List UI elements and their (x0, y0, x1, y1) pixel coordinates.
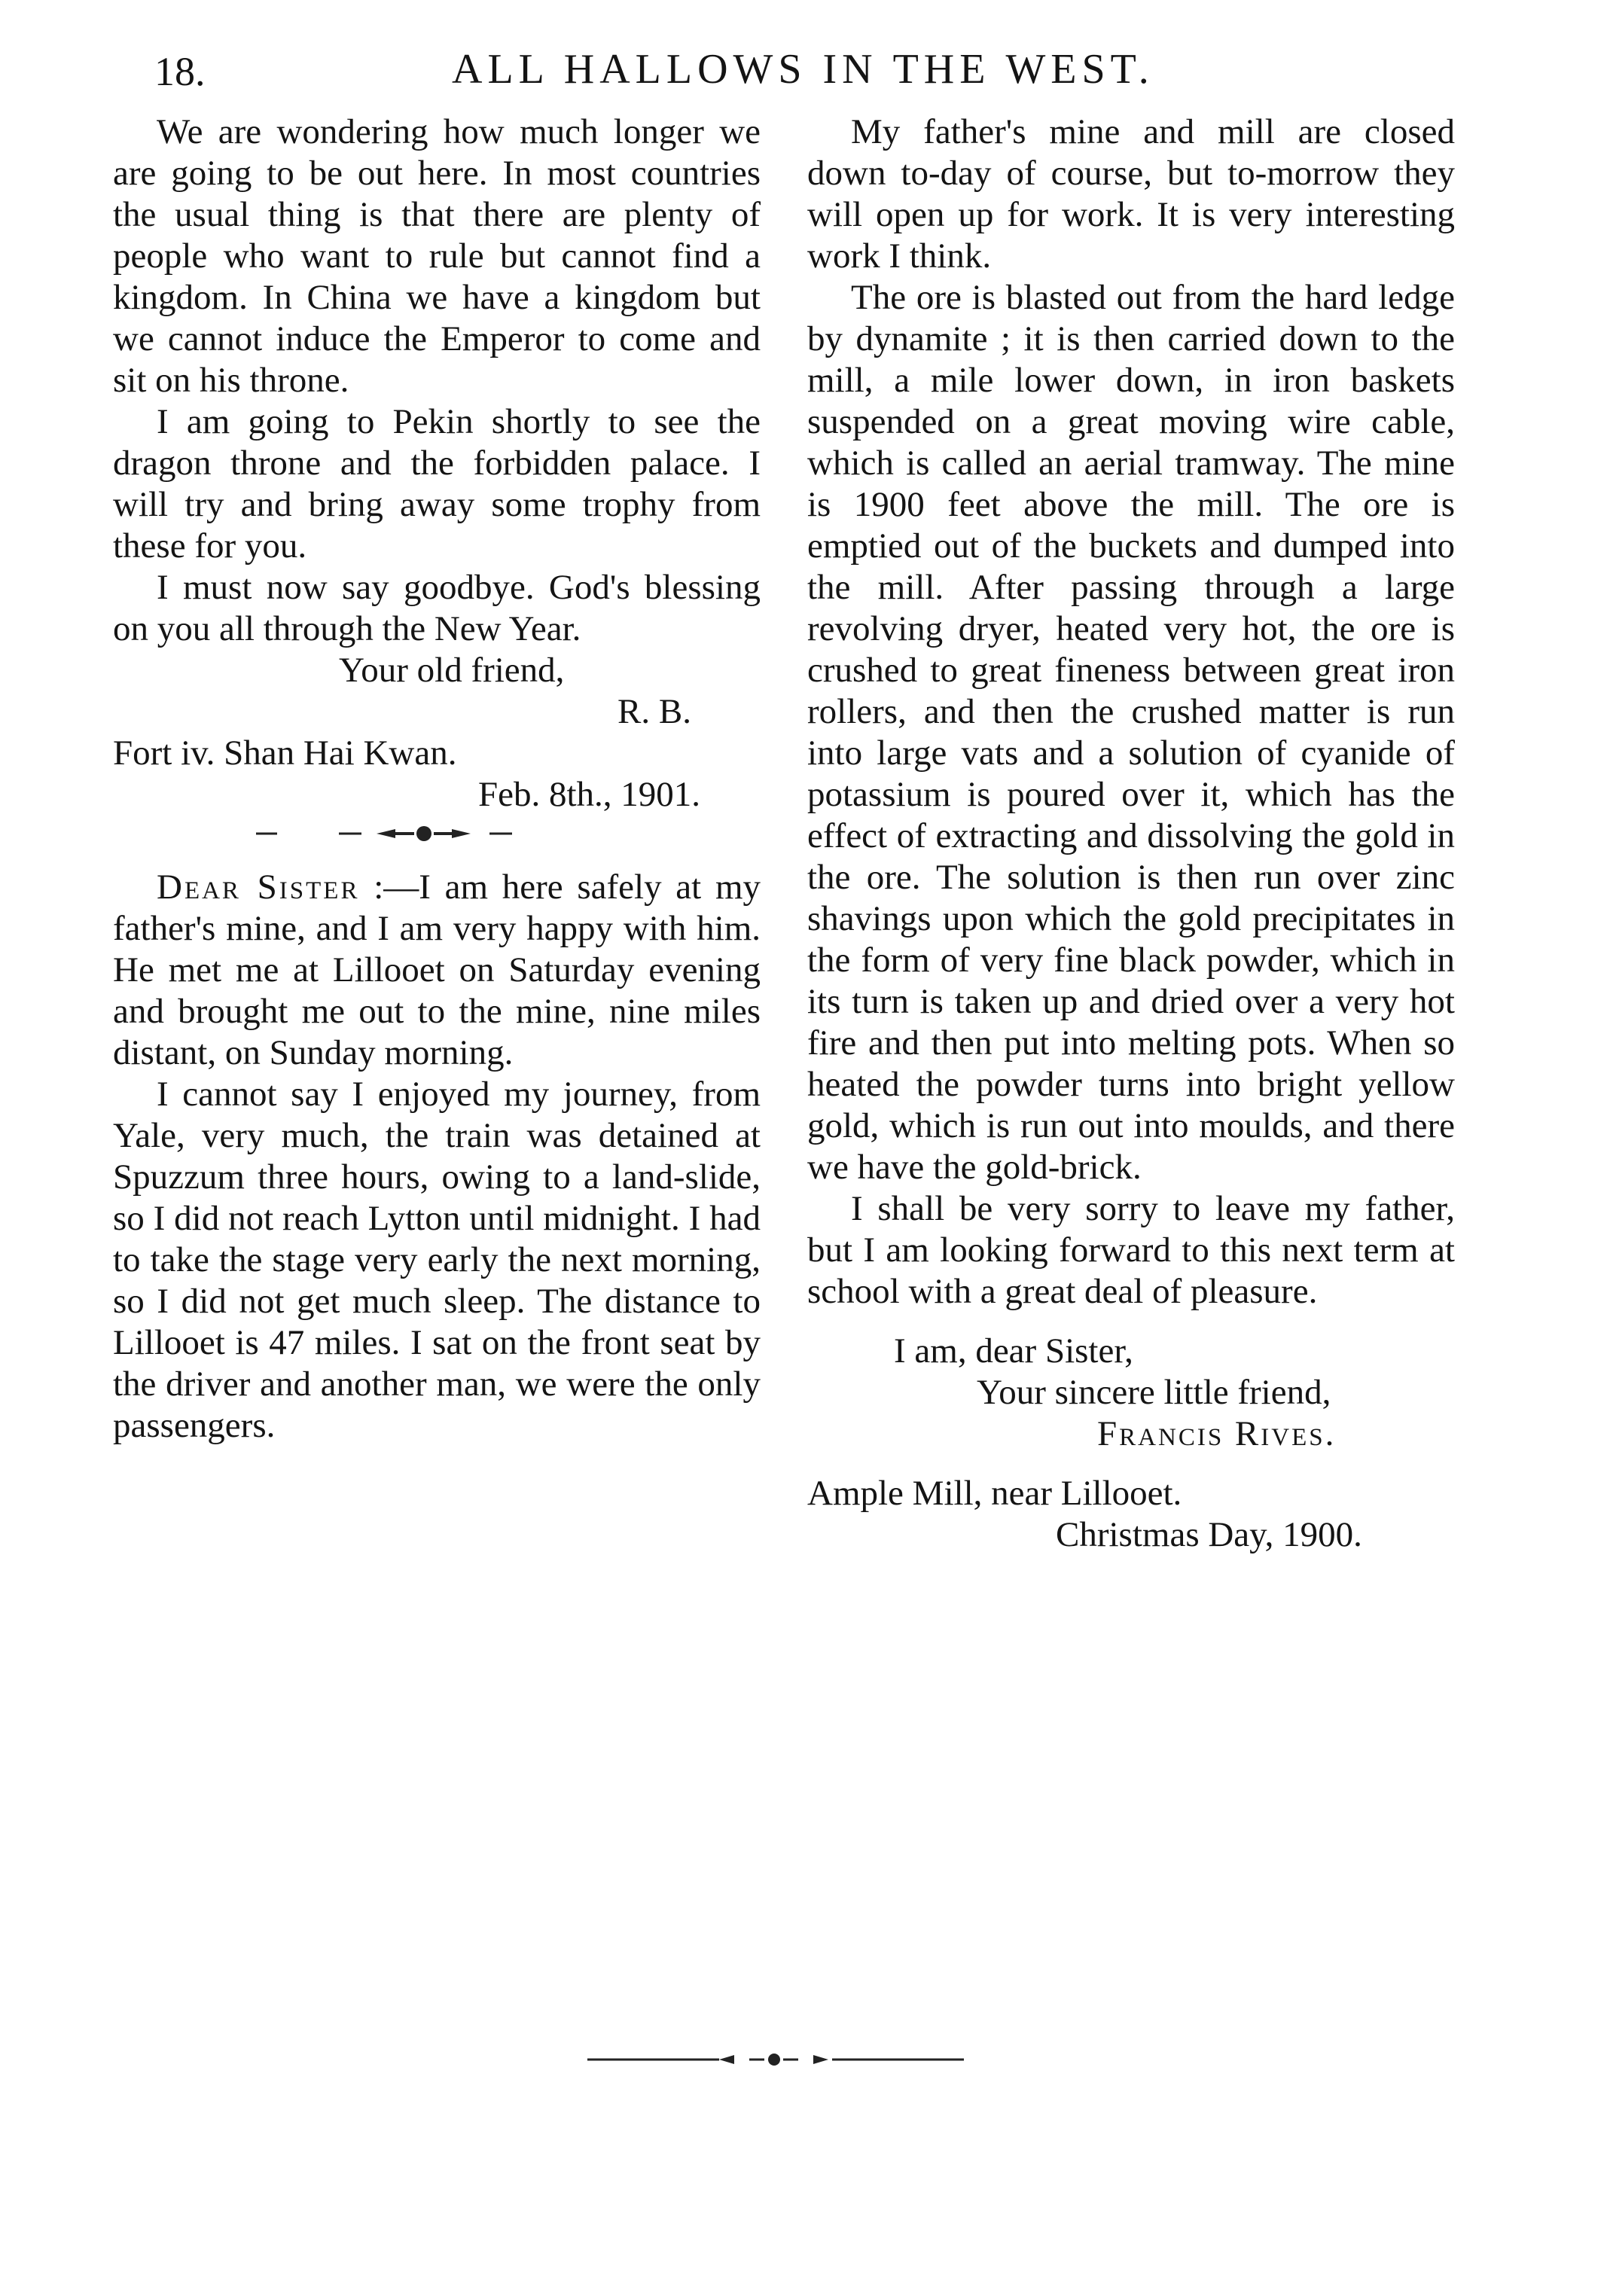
letter-two-opening-text: :—I am here safely at my father's mine, and I am very happy with him. He met me at Lillooet on Saturday evening and brought me out to the mine, nine miles distant, on Sunday morning. (113, 867, 761, 1072)
letter-two-closing-2: Your sincere little friend, (977, 1373, 1331, 1412)
letter-two-paragraph: The ore is blasted out from the hard ledge by dynamite ; it is then carried down to the mill, a mile lower down, in iron baskets suspended on a great moving wire cable, which is called an aerial tramway. The mine is 1900 feet above the mill. The ore is emptied out of the buckets and dumped into the mill. After passing through a large revolving dryer, heated very hot, the ore is crushed to great fineness between great iron rollers, and then the crushed matter is run into large vats and a solution of cyanide of potassium is poured over it, which has the effect of extracting and dissolving the gold in the ore. The solution is then run over zinc shavings upon which the gold precipitates in the form of very fine black powder, which in its turn is taken up and dried over a very hot fire and then put into melting pots. When so heated the powder turns into bright yellow gold, which is run out into moulds, and there we have the gold-brick. (807, 278, 1455, 1187)
letter-one-closing: Your old friend, (339, 651, 565, 690)
section-divider-ornament (113, 819, 761, 849)
running-title: ALL HALLOWS IN THE WEST. (452, 46, 1154, 93)
letter-one-paragraph: We are wondering how much longer we are going to be out here. In most countries the usual thing is that there are plenty of people who want to rule but cannot find a kingdom. In China we have a kingdom but we cannot induce the Emperor to come and sit on his throne. (113, 112, 761, 400)
left-column (113, 111, 761, 1447)
letter-one-paragraph: I am going to Pekin shortly to see the dragon throne and the forbidden palace. I will try and bring away some trophy from these for you. (113, 402, 761, 566)
letter-two-place: Ample Mill, near Lillooet. (807, 1474, 1182, 1513)
letter-one-date: Feb. 8th., 1901. (478, 775, 701, 814)
letter-one-paragraph: I must now say goodbye. God's blessing on you all through the New Year. (113, 568, 761, 648)
right-column (807, 111, 1455, 1556)
letter-two-signature: Francis Rives. (1097, 1414, 1337, 1453)
letter-one-signature: R. B. (617, 692, 691, 731)
letter-two-date: Christmas Day, 1900. (1056, 1515, 1362, 1554)
letter-two-opening (113, 867, 761, 1074)
letter-two-closing-1: I am, dear Sister, (894, 1331, 1133, 1371)
letter-two-paragraph: I cannot say I enjoyed my journey, from Yale, very much, the train was detained at Spuzzum three hours, owing to a land-slide, so I did not reach Lytton until midnight. I had to take the stage very early the next morning, so I did not get much sleep. The distance to Lillooet is 47 miles. I sat on the front seat by the driver and another man, we were the only passengers. (113, 1075, 761, 1445)
page-number: 18. (154, 49, 206, 94)
letter-one-place: Fort iv. Shan Hai Kwan. (113, 733, 457, 773)
end-ornament-rule (587, 2044, 964, 2075)
letter-two-paragraph: My father's mine and mill are closed down to-day of course, but to-morrow they will open up for work. It is very interesting work I think. (807, 112, 1455, 276)
letter-two-salutation: Dear Sister (157, 867, 360, 907)
letter-two-paragraph: I shall be very sorry to leave my father, but I am looking forward to this next term at school with a great deal of pleasure. (807, 1189, 1455, 1311)
